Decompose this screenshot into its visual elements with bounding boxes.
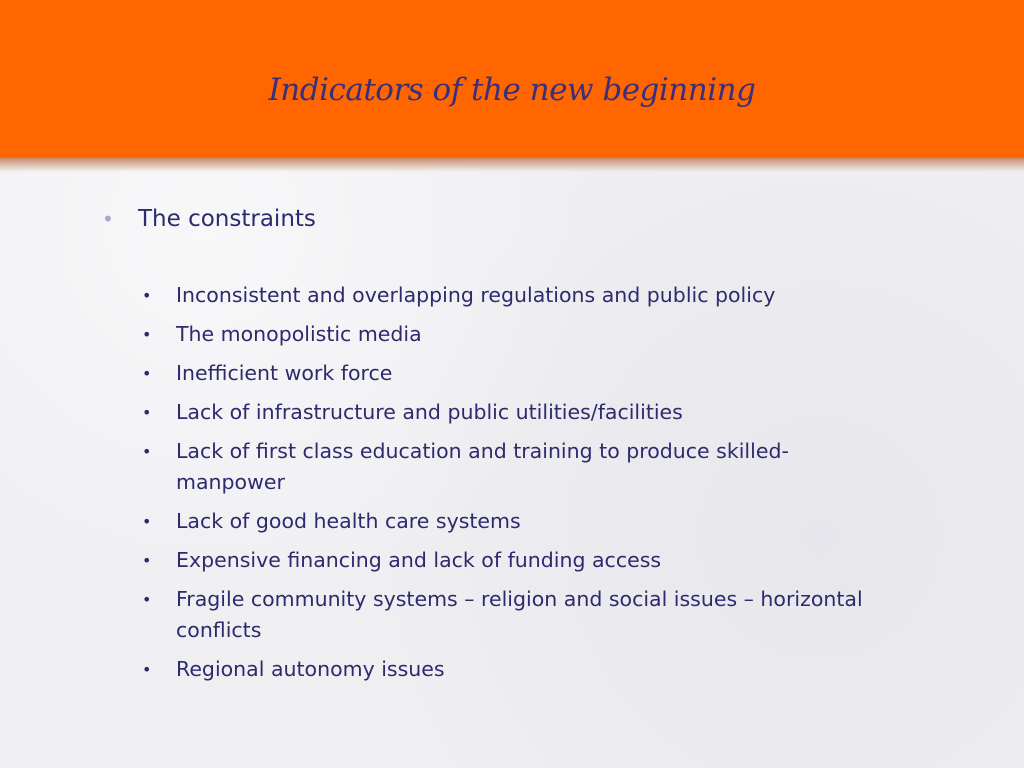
list-item-text: Lack of first class education and training to produce skilled-manpower xyxy=(176,439,789,494)
list-item-text: Inconsistent and overlapping regulations and public policy xyxy=(176,283,776,307)
slide-title: Indicators of the new beginning xyxy=(268,72,756,108)
list-item-text: The monopolistic media xyxy=(176,322,422,346)
bullet-dot-icon: • xyxy=(142,590,152,609)
list-item xyxy=(100,358,896,389)
header-divider xyxy=(0,158,1024,172)
bullet-dot-icon: • xyxy=(142,442,152,461)
list-item-text: Regional autonomy issues xyxy=(176,657,445,681)
bullet-dot-icon: • xyxy=(142,660,152,679)
list-item xyxy=(100,584,896,646)
bullet-dot-icon: • xyxy=(102,207,114,231)
list-item-text: Inefficient work force xyxy=(176,361,393,385)
bullet-level1 xyxy=(100,200,920,238)
list-item xyxy=(100,397,896,428)
bullet-dot-icon: • xyxy=(142,403,152,422)
list-item xyxy=(100,654,896,685)
list-item-text: Lack of infrastructure and public utilities/facilities xyxy=(176,400,683,424)
bullet-dot-icon: • xyxy=(142,325,152,344)
bullet-dot-icon: • xyxy=(142,551,152,570)
list-item-text: Expensive financing and lack of funding access xyxy=(176,548,662,572)
bullet-dot-icon: • xyxy=(142,364,152,383)
section-label: The constraints xyxy=(138,206,316,232)
list-item xyxy=(100,280,896,311)
list-item-text: Lack of good health care systems xyxy=(176,509,521,533)
list-item xyxy=(100,319,896,350)
list-item-text: Fragile community systems – religion and social issues – horizontal conflicts xyxy=(176,587,863,642)
list-item xyxy=(100,506,896,537)
slide-content xyxy=(100,200,920,693)
list-item xyxy=(100,545,896,576)
list-item xyxy=(100,436,896,498)
bullet-dot-icon: • xyxy=(142,512,152,531)
constraints-list xyxy=(100,280,920,685)
bullet-dot-icon: • xyxy=(142,286,152,305)
